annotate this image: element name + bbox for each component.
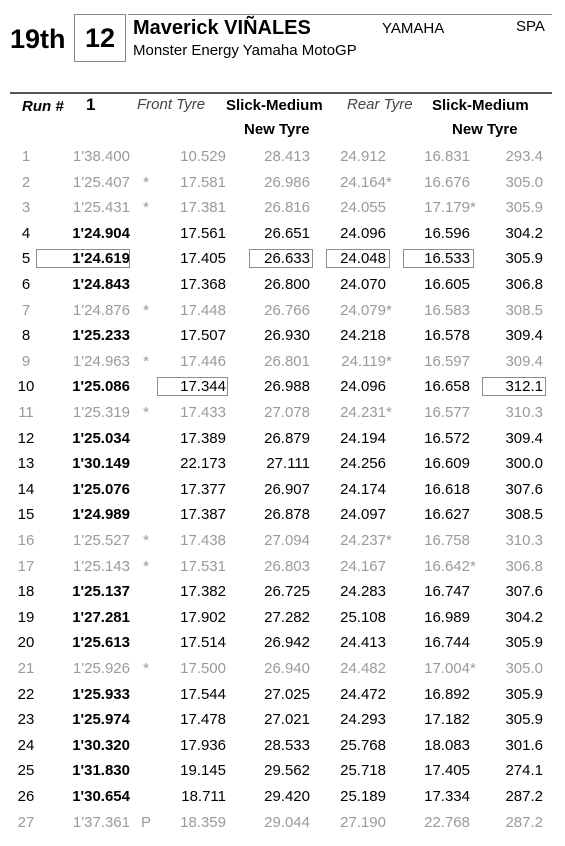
- sector-2-time: 28.413: [264, 148, 310, 165]
- top-speed: 307.6: [505, 480, 543, 498]
- lap-number: 5: [21, 250, 31, 268]
- lap-row: [0, 605, 565, 630]
- lap-row: [0, 758, 565, 783]
- lap-flag: *: [143, 532, 149, 549]
- sector-4-time: 16.597: [424, 352, 470, 370]
- lap-time: 1'24.619: [72, 250, 130, 268]
- lap-number: 10: [17, 378, 35, 396]
- sector-3-time: 24.237: [340, 532, 386, 549]
- sector-1-time: 17.381: [180, 199, 226, 217]
- sector-3-time: 24.283: [340, 583, 386, 601]
- lap-flag: *: [143, 199, 149, 217]
- lap-number: 11: [18, 404, 34, 421]
- sector-2-time: 26.879: [264, 429, 310, 447]
- lap-number: 1: [21, 148, 31, 165]
- sector-4-time: 16.747: [424, 583, 470, 601]
- sector-2-time: 26.801: [264, 352, 310, 370]
- lap-time: 1'25.086: [72, 378, 130, 396]
- lap-number: 18: [17, 583, 35, 601]
- sector-2-time: 27.078: [264, 404, 310, 421]
- sector-3-time: 24.097: [340, 506, 386, 524]
- top-speed: 308.5: [505, 301, 543, 319]
- lap-time: 1'25.431: [72, 199, 130, 217]
- lap-time: 1'24.843: [72, 276, 130, 293]
- sector-1-time: 19.145: [180, 762, 226, 780]
- sector-3-marker: *: [386, 301, 392, 319]
- sector-2-time: 28.533: [264, 736, 310, 754]
- best-value-box: [403, 249, 474, 268]
- sector-2-time: 26.930: [264, 327, 310, 345]
- sector-2-time: 26.940: [264, 660, 310, 677]
- sector-3-time: 24.912: [340, 148, 386, 165]
- top-speed: 307.6: [505, 583, 543, 601]
- lap-row: [0, 784, 565, 809]
- rear-tyre-compound: Slick-Medium: [432, 97, 529, 114]
- sector-2-time: 29.420: [264, 788, 310, 805]
- sector-1-time: 17.448: [180, 301, 226, 319]
- sector-1-time: 17.368: [180, 276, 226, 293]
- sector-4-time: 17.182: [424, 711, 470, 729]
- lap-row: [0, 195, 565, 220]
- sector-1-time: 17.344: [180, 378, 226, 396]
- top-speed: 304.2: [505, 608, 543, 626]
- sector-1-time: 17.902: [180, 608, 226, 626]
- sector-2-time: 27.094: [264, 532, 310, 549]
- lap-number: 2: [21, 173, 31, 191]
- sector-2-time: 27.025: [264, 685, 310, 703]
- sector-4-time: 22.768: [424, 813, 470, 831]
- best-value-box: [482, 377, 546, 396]
- top-speed: 312.1: [505, 378, 543, 396]
- top-speed: 308.5: [505, 506, 543, 524]
- sector-2-time: 26.988: [264, 378, 310, 396]
- lap-row: [0, 554, 565, 579]
- sector-3-time: 25.768: [340, 736, 386, 754]
- lap-row: [0, 400, 565, 425]
- sector-4-time: 17.179: [424, 199, 470, 217]
- lap-row: [0, 502, 565, 527]
- sector-3-time: 24.055: [340, 199, 386, 217]
- top-speed: 305.0: [505, 173, 543, 191]
- lap-time: 1'25.933: [72, 685, 130, 703]
- sector-4-marker: *: [470, 557, 476, 575]
- lap-number: 27: [17, 813, 35, 831]
- sector-4-time: 16.676: [424, 173, 470, 191]
- rear-tyre-label: Rear Tyre: [347, 96, 413, 113]
- lap-number: 14: [17, 480, 35, 498]
- sector-1-time: 17.405: [180, 250, 226, 268]
- sector-1-time: 17.561: [180, 224, 226, 242]
- sector-2-time: 26.878: [264, 506, 310, 524]
- lap-row: [0, 528, 565, 553]
- sector-2-time: 29.044: [264, 813, 310, 831]
- sector-1-time: 17.433: [180, 404, 226, 421]
- sector-3-time: 24.070: [340, 276, 386, 293]
- sector-3-time: 24.119: [341, 352, 386, 370]
- sector-1-time: 17.446: [180, 352, 226, 370]
- lap-number: 25: [17, 762, 35, 780]
- lap-row: [0, 349, 565, 374]
- sector-2-time: 27.111: [266, 455, 310, 473]
- top-speed: 287.2: [505, 788, 543, 805]
- header-divider: [10, 92, 552, 94]
- sector-3-time: 24.218: [340, 327, 386, 345]
- sector-2-time: 29.562: [264, 762, 310, 780]
- sector-4-time: 16.577: [424, 404, 470, 421]
- sector-4-time: 16.642: [424, 557, 470, 575]
- best-value-box: [326, 249, 390, 268]
- lap-flag: *: [143, 660, 149, 677]
- sector-3-marker: *: [386, 532, 392, 549]
- top-speed: 309.4: [505, 429, 543, 447]
- sector-4-time: 17.405: [424, 762, 470, 780]
- sector-4-time: 16.596: [424, 224, 470, 242]
- manufacturer: YAMAHA: [382, 20, 445, 37]
- sector-4-time: 16.989: [424, 608, 470, 626]
- lap-time: 1'30.149: [72, 455, 130, 473]
- lap-row: [0, 630, 565, 655]
- lap-number: 24: [17, 736, 35, 754]
- lap-time: 1'24.963: [72, 352, 130, 370]
- sector-1-time: 10.529: [180, 148, 226, 165]
- sector-4-time: 16.831: [424, 148, 470, 165]
- sector-4-time: 16.572: [424, 429, 470, 447]
- lap-number: 6: [21, 276, 31, 293]
- sector-1-time: 17.438: [180, 532, 226, 549]
- sector-3-time: 25.718: [340, 762, 386, 780]
- lap-row: [0, 707, 565, 732]
- sector-3-time: 24.194: [340, 429, 386, 447]
- lap-number: 7: [21, 301, 31, 319]
- lap-row: [0, 733, 565, 758]
- sector-4-time: 16.758: [424, 532, 470, 549]
- top-speed: 287.2: [505, 813, 543, 831]
- lap-time: 1'24.904: [72, 224, 130, 242]
- lap-number: 22: [17, 685, 35, 703]
- lap-flag: P: [140, 813, 151, 831]
- lap-time: 1'25.926: [72, 660, 130, 677]
- top-speed: 304.2: [505, 224, 543, 242]
- sector-3-time: 24.164: [340, 173, 386, 191]
- lap-number: 9: [21, 352, 31, 370]
- top-speed: 305.9: [505, 634, 543, 652]
- lap-row: [0, 144, 565, 169]
- top-speed: 293.4: [505, 148, 543, 165]
- lap-flag: *: [143, 173, 149, 191]
- lap-flag: *: [143, 404, 149, 421]
- sector-1-time: 17.389: [180, 429, 226, 447]
- top-speed: 274.1: [505, 762, 543, 780]
- nationality: SPA: [516, 18, 545, 35]
- lap-time: 1'27.281: [72, 608, 130, 626]
- best-value-box: [36, 249, 130, 268]
- lap-time: 1'25.613: [72, 634, 130, 652]
- lap-time: 1'30.320: [72, 736, 130, 754]
- top-speed: 305.9: [505, 199, 543, 217]
- sector-2-time: 26.651: [264, 224, 310, 242]
- lap-row: [0, 426, 565, 451]
- lap-row: [0, 374, 565, 399]
- top-speed: 310.3: [505, 404, 543, 421]
- sector-1-time: 18.711: [181, 788, 226, 805]
- lap-flag: *: [143, 557, 149, 575]
- top-speed: 300.0: [505, 455, 543, 473]
- lap-number: 12: [17, 429, 35, 447]
- sector-3-time: 25.189: [340, 788, 386, 805]
- top-speed: 310.3: [505, 532, 543, 549]
- sector-4-time: 16.578: [424, 327, 470, 345]
- lap-row: [0, 323, 565, 348]
- sector-3-time: 24.167: [340, 557, 386, 575]
- lap-number: 16: [17, 532, 35, 549]
- rider-number: 12: [84, 22, 116, 53]
- sector-3-marker: *: [386, 404, 392, 421]
- run-label: Run #: [22, 98, 64, 115]
- lap-time: 1'25.137: [72, 583, 130, 601]
- lap-time: 1'24.876: [72, 301, 130, 319]
- sector-1-time: 17.377: [180, 480, 226, 498]
- lap-number: 17: [17, 557, 35, 575]
- lap-row: [0, 477, 565, 502]
- sector-2-time: 26.766: [264, 301, 310, 319]
- sector-3-time: 24.256: [340, 455, 386, 473]
- sector-2-time: 26.986: [264, 173, 310, 191]
- lap-row: [0, 298, 565, 323]
- sector-1-time: 17.581: [180, 173, 226, 191]
- sector-3-time: 24.413: [340, 634, 386, 652]
- lap-time: 1'25.974: [72, 711, 130, 729]
- lap-time: 1'25.319: [72, 404, 130, 421]
- sector-3-time: 24.293: [340, 711, 386, 729]
- sector-3-time: 27.190: [340, 813, 386, 831]
- sector-1-time: 17.500: [180, 660, 226, 677]
- front-tyre-age: New Tyre: [244, 121, 310, 138]
- top-speed: 305.9: [505, 250, 543, 268]
- lap-row: [0, 682, 565, 707]
- sector-4-time: 16.618: [424, 480, 470, 498]
- lap-row: [0, 170, 565, 195]
- header-top-divider: [128, 14, 552, 15]
- lap-time: 1'25.407: [72, 173, 130, 191]
- lap-number: 21: [17, 660, 35, 677]
- best-value-box: [249, 249, 313, 268]
- rider-number-box: [74, 14, 126, 62]
- top-speed: 306.8: [505, 557, 543, 575]
- sector-3-marker: *: [386, 352, 392, 370]
- sector-3-time: 24.096: [340, 224, 386, 242]
- lap-time: 1'25.076: [72, 480, 130, 498]
- sector-1-time: 17.507: [180, 327, 226, 345]
- lap-time: 1'25.527: [72, 532, 130, 549]
- lap-row: [0, 272, 565, 297]
- rider-name: Maverick VIÑALES: [133, 17, 311, 39]
- sector-1-time: 17.514: [180, 634, 226, 652]
- sector-2-time: 26.816: [264, 199, 310, 217]
- sector-3-time: 24.174: [340, 480, 386, 498]
- sector-2-time: 26.907: [264, 480, 310, 498]
- sector-4-time: 16.658: [424, 378, 470, 396]
- sector-4-marker: *: [470, 660, 476, 677]
- sector-4-time: 16.744: [424, 634, 470, 652]
- top-speed: 309.4: [505, 327, 543, 345]
- best-value-box: [157, 377, 228, 396]
- sector-1-time: 18.359: [180, 813, 226, 831]
- sector-2-time: 26.803: [264, 557, 310, 575]
- sector-4-time: 17.004: [424, 660, 470, 677]
- sector-3-time: 24.482: [340, 660, 386, 677]
- rear-tyre-age: New Tyre: [452, 121, 518, 138]
- team-name: Monster Energy Yamaha MotoGP: [133, 42, 357, 59]
- lap-time: 1'38.400: [72, 148, 130, 165]
- sector-3-time: 24.231: [340, 404, 386, 421]
- lap-row: [0, 246, 565, 271]
- lap-number: 13: [17, 455, 35, 473]
- lap-time: 1'25.233: [72, 327, 130, 345]
- lap-number: 4: [21, 224, 31, 242]
- sector-4-time: 16.609: [424, 455, 470, 473]
- lap-time: 1'30.654: [72, 788, 130, 805]
- front-tyre-label: Front Tyre: [137, 96, 206, 113]
- sector-4-time: 16.533: [424, 250, 470, 268]
- sector-4-time: 16.892: [424, 685, 470, 703]
- top-speed: 305.0: [505, 660, 543, 677]
- top-speed: 305.9: [505, 685, 543, 703]
- lap-number: 15: [17, 506, 35, 524]
- sector-4-time: 17.334: [424, 788, 470, 805]
- lap-number: 26: [17, 788, 35, 805]
- sector-3-time: 24.079: [340, 301, 386, 319]
- top-speed: 309.4: [505, 352, 543, 370]
- sector-1-time: 17.478: [180, 711, 226, 729]
- sector-3-time: 24.472: [340, 685, 386, 703]
- sector-4-marker: *: [470, 199, 476, 217]
- lap-row: [0, 451, 565, 476]
- sector-4-time: 18.083: [424, 736, 470, 754]
- sector-1-time: 17.936: [180, 736, 226, 754]
- sector-4-time: 16.605: [424, 276, 470, 293]
- sector-3-marker: *: [386, 173, 392, 191]
- sector-3-time: 24.096: [340, 378, 386, 396]
- lap-row: [0, 810, 565, 835]
- top-speed: 305.9: [505, 711, 543, 729]
- lap-number: 23: [17, 711, 35, 729]
- sector-2-time: 26.633: [264, 250, 310, 268]
- lap-row: [0, 221, 565, 246]
- top-speed: 306.8: [505, 276, 543, 293]
- lap-flag: *: [143, 301, 149, 319]
- lap-row: [0, 579, 565, 604]
- lap-time: 1'25.143: [72, 557, 130, 575]
- lap-row: [0, 656, 565, 681]
- sector-4-time: 16.627: [424, 506, 470, 524]
- sector-1-time: 17.387: [180, 506, 226, 524]
- lap-number: 20: [17, 634, 35, 652]
- top-speed: 301.6: [505, 736, 543, 754]
- lap-number: 3: [21, 199, 31, 217]
- sector-2-time: 27.282: [264, 608, 310, 626]
- lap-time: 1'37.361: [72, 813, 130, 831]
- sector-4-time: 16.583: [424, 301, 470, 319]
- lap-time: 1'31.830: [72, 762, 130, 780]
- sector-1-time: 17.531: [180, 557, 226, 575]
- classification-position: 19th: [10, 24, 66, 54]
- lap-time: 1'25.034: [72, 429, 130, 447]
- sector-2-time: 26.800: [264, 276, 310, 293]
- lap-number: 19: [17, 608, 35, 626]
- sector-1-time: 17.382: [180, 583, 226, 601]
- front-tyre-compound: Slick-Medium: [226, 97, 323, 114]
- sector-3-time: 24.048: [340, 250, 386, 268]
- sector-2-time: 26.725: [264, 583, 310, 601]
- sector-1-time: 17.544: [180, 685, 226, 703]
- sector-3-time: 25.108: [340, 608, 386, 626]
- sector-2-time: 27.021: [264, 711, 310, 729]
- lap-flag: *: [143, 352, 149, 370]
- lap-time: 1'24.989: [72, 506, 130, 524]
- sector-1-time: 22.173: [180, 455, 226, 473]
- run-number: 1: [86, 95, 96, 114]
- lap-number: 8: [21, 327, 31, 345]
- sector-2-time: 26.942: [264, 634, 310, 652]
